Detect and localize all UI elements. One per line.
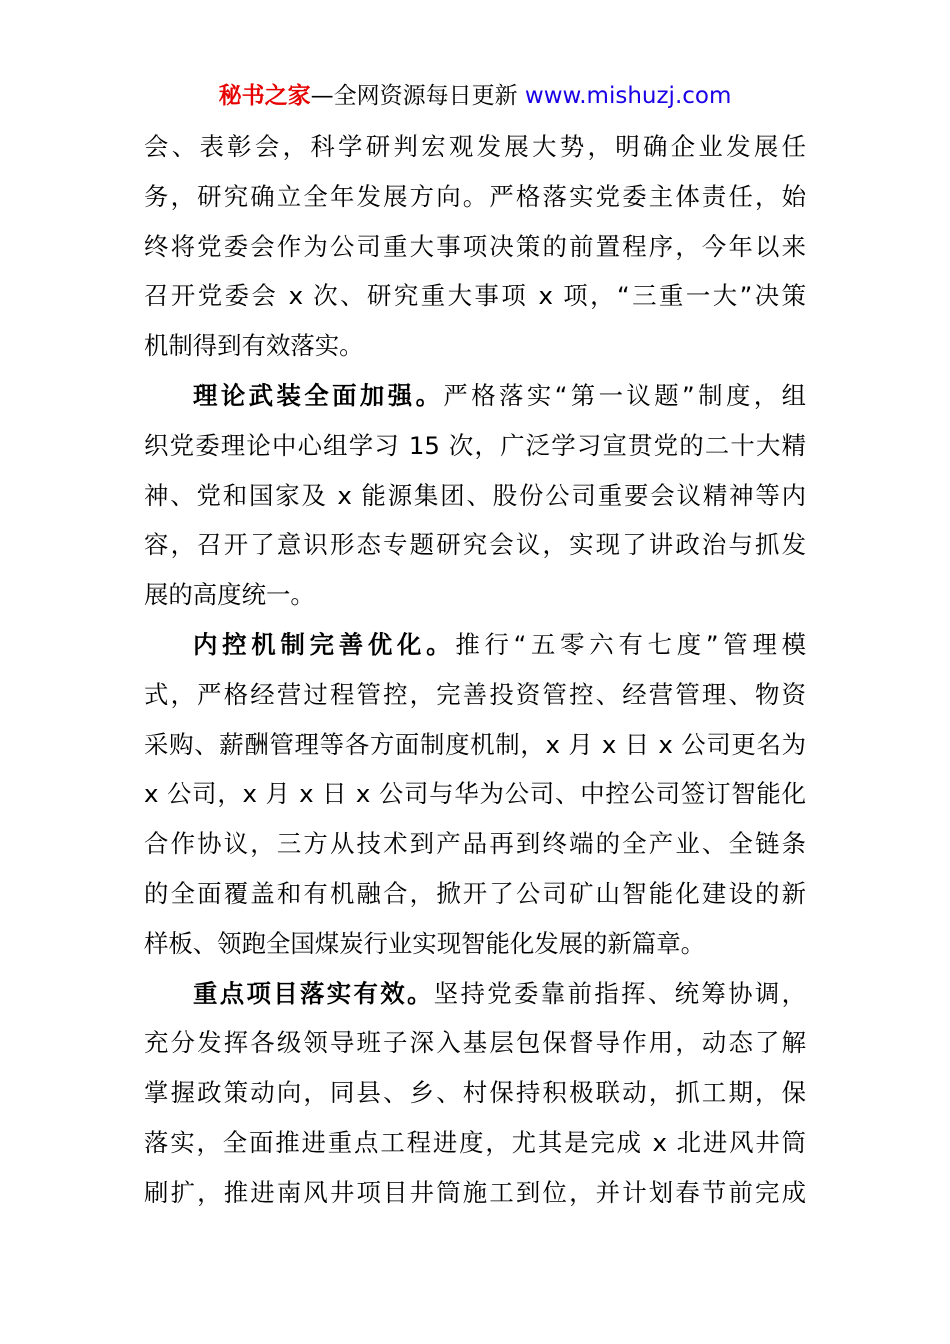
text-line: x 公司，x 月 x 日 x 公司与华为公司、中控公司签订智能化 <box>144 779 806 809</box>
text-line: 刷扩，推进南风井项目井筒施工到位，并计划春节前完成 <box>144 1177 806 1207</box>
text-line: 展的高度统一。 <box>144 580 315 610</box>
text-line: 会、表彰会，科学研判宏观发展大势，明确企业发展任 <box>144 132 806 161</box>
text-line: 采购、薪酬管理等各方面制度机制，x 月 x 日 x 公司更名为 <box>144 729 806 759</box>
text-line: 合作协议，三方从技术到产品再到终端的全产业、全链条 <box>144 829 806 859</box>
paragraph <box>144 620 806 969</box>
paragraph <box>144 969 806 1218</box>
text-line: 神、党和国家及 x 能源集团、股份公司重要会议精神等内 <box>144 480 806 510</box>
paragraph <box>144 122 806 371</box>
header-url-link[interactable]: www.mishuzj.com <box>524 83 732 109</box>
paragraph-heading: 内控机制完善优化。 <box>193 629 456 659</box>
text-line: 召开党委会 x 次、研究重大事项 x 项，“三重一大”决策 <box>144 281 806 311</box>
text-line: 机制得到有效落实。 <box>144 331 364 361</box>
text-line: 充分发挥各级领导班子深入基层包保督导作用，动态了解 <box>144 1028 806 1058</box>
text-line: 掌握政策动向，同县、乡、村保持积极联动，抓工期，保 <box>144 1078 806 1108</box>
text-line: 织党委理论中心组学习 15 次，广泛学习宣贯党的二十大精 <box>144 430 806 460</box>
document-body <box>144 122 806 1218</box>
paragraph-heading: 理论武装全面加强。 <box>193 380 444 410</box>
text-line: 终将党委会作为公司重大事项决策的前置程序，今年以来 <box>144 231 806 261</box>
text-line: 样板、领跑全国煤炭行业实现智能化发展的新篇章。 <box>144 928 705 958</box>
text-line: 式，严格经营过程管控，完善投资管控、经营管理、物资 <box>144 679 806 709</box>
text-line: 务，研究确立全年发展方向。严格落实党委主体责任，始 <box>144 181 806 211</box>
paragraph-first-line <box>144 371 806 421</box>
paragraph-first-line <box>144 969 806 1019</box>
text-run: 严格落实“第一议题”制度，组 <box>443 380 806 410</box>
text-run: 坚持党委靠前指挥、统筹协调， <box>433 978 806 1008</box>
page-header <box>0 80 950 112</box>
text-run: 推行“五零六有七度”管理模 <box>455 629 806 659</box>
paragraph-heading: 重点项目落实有效。 <box>193 978 434 1008</box>
header-tagline: —全网资源每日更新 <box>310 83 518 109</box>
text-line: 容，召开了意识形态专题研究会议，实现了讲政治与抓发 <box>144 530 806 560</box>
header-brand: 秘书之家 <box>218 83 311 109</box>
paragraph-first-line <box>144 620 806 670</box>
text-line: 的全面覆盖和有机融合，掀开了公司矿山智能化建设的新 <box>144 878 806 908</box>
text-line: 落实，全面推进重点工程进度，尤其是完成 x 北进风井筒 <box>144 1127 806 1157</box>
paragraph <box>144 371 806 620</box>
